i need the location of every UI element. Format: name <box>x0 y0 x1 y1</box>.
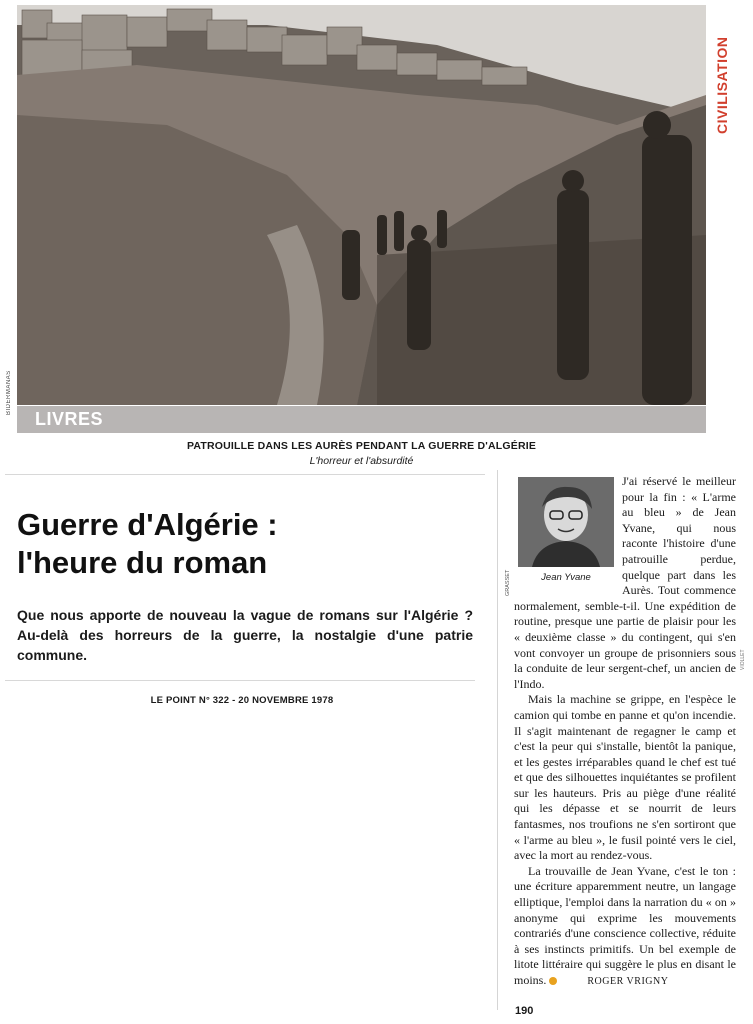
photo-caption <box>17 440 706 467</box>
article-body <box>514 474 736 990</box>
rubric-bar <box>17 406 706 433</box>
divider <box>5 680 475 681</box>
article-paragraph: Mais la machine se grippe, en l'espèce le camion qui tombe en panne et qu'on incendie. Il s'agit maintenant de regagner le camp et c'est la peur qui s'installe, bientôt la panique, et les gestes irréparables quand le chef est tué et que des silhouettes inquiétantes se profilent sur les hauteurs. Pris au piège d'une réalité qui les dépasse et se nourrit de leurs fantasmes, nos troufions ne s'en sortiront que « l'arme au bleu », le fusil pointé vers le ciel, avec la mort au rendez-vous. <box>514 692 736 863</box>
article-paragraph-last <box>514 864 736 990</box>
mountain-patrol-photo-icon <box>17 5 706 405</box>
article-paragraph: J'ai réservé le meilleur pour la fin : « L'arme au bleu » de Jean Yvane, qui nous raconte l'histoire d'une patrouille perdue, quelque part dans les Aurès. Tout commence normalement, semble-t-il. Une expédition de routine, presque une partie de plaisir pour les « deuxième classe » du contingent, qui s'en vont convoyer un groupe de prisonniers sous la conduite de leur sergent-chef, un ancien de l'Indo. <box>514 474 736 691</box>
photo-credit: BIDERMANAS <box>6 370 12 415</box>
portrait-photo <box>518 477 614 567</box>
article-photo <box>17 5 706 405</box>
page-number: 190 <box>515 1005 534 1017</box>
author-portrait <box>518 477 614 586</box>
section-label: CIVILISATION <box>714 36 730 134</box>
caption-title: PATROUILLE DANS LES AURÈS PENDANT LA GUERRE D'ALGÉRIE <box>186 440 537 452</box>
page-title <box>17 506 487 582</box>
lead-paragraph: Que nous apporte de nouveau la vague de romans sur l'Algérie ? Au-delà des horreurs de la guerre, la nostalgie d'une patrie commune. <box>17 607 473 663</box>
rubric-label: LIVRES <box>35 409 104 429</box>
column-separator <box>497 470 498 1010</box>
article-paragraph-text: La trouvaille de Jean Yvane, c'est le ton : une écriture apparemment neutre, un langage elliptique, l'emploi dans la narration du « on » anonyme qui exprime les mouvements contrariés d'une conscience collective, réduite à ses instincts primitifs. Un bel exemple de litote littéraire qui suggère le plus en disant le moins. <box>514 863 736 987</box>
margin-credit: VIOLLET <box>740 649 746 670</box>
portrait-face-icon <box>518 477 614 567</box>
divider <box>5 474 485 475</box>
headline-line-1: Guerre d'Algérie : <box>17 507 278 542</box>
author-signature: ROGER VRIGNY <box>587 976 669 987</box>
portrait-credit: GRASSET <box>505 569 511 596</box>
portrait-legend: Jean Yvane <box>541 572 591 583</box>
source-line: LE POINT N° 322 - 20 NOVEMBRE 1978 <box>150 695 334 706</box>
headline-line-2: l'heure du roman <box>17 545 268 580</box>
end-dot-icon <box>549 977 557 985</box>
caption-subtitle: L'horreur et l'absurdité <box>309 455 414 467</box>
